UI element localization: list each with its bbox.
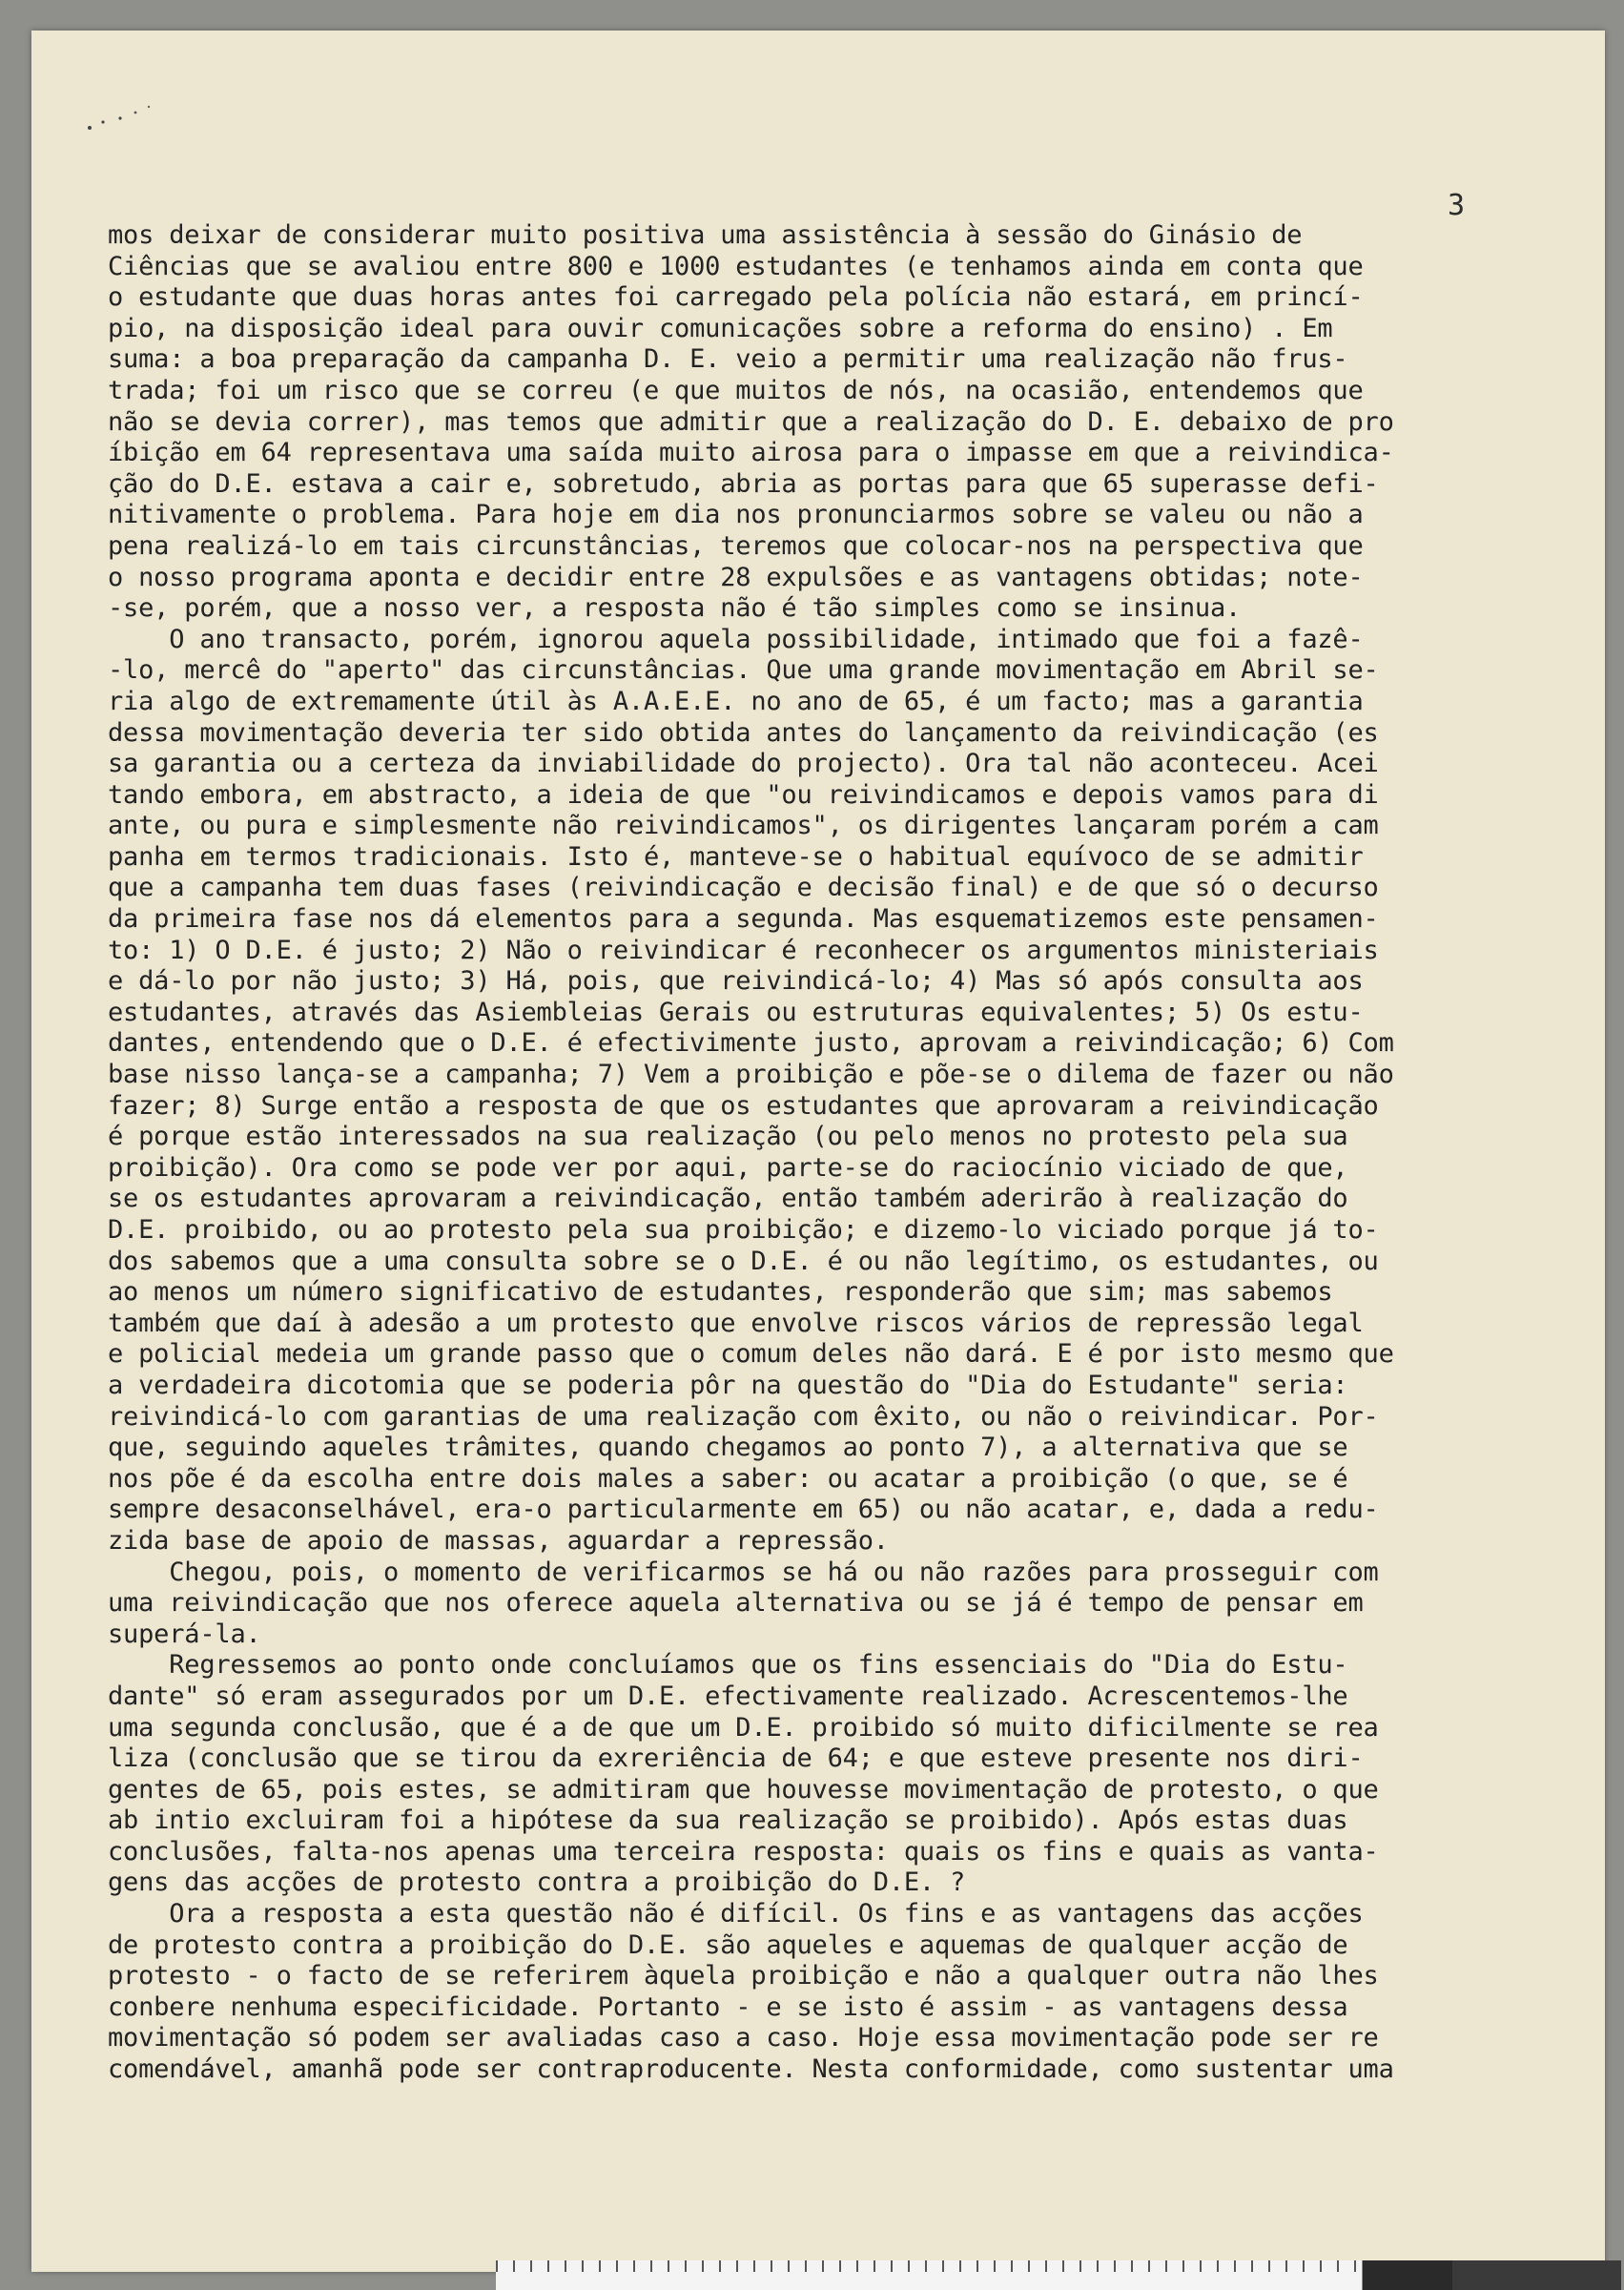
text-line: ria algo de extremamente útil às A.A.E.E. no ano de 65, é um facto; mas a garantia	[108, 686, 1364, 716]
text-line: ante, ou pura e simplesmente não reivindicamos", os dirigentes lançaram porém a cam	[108, 811, 1379, 841]
text-line: é porque estão interessados na sua realização (ou pelo menos no protesto pela sua	[108, 1122, 1348, 1152]
text-line: uma segunda conclusão, que é a de que um D.E. proibido só muito dificilmente se rea	[108, 1712, 1379, 1743]
text-line: pena realizá-lo em tais circunstâncias, teremos que colocar-nos na perspectiva que	[108, 530, 1364, 561]
text-line: reivindicá-lo com garantias de uma realização com êxito, ou não o reivindicar. Por-	[108, 1401, 1379, 1432]
text-line: dantes, entendendo que o D.E. é efectivimente justo, aprovam a reivindicação; 6) Com	[108, 1028, 1394, 1059]
text-line: mos deixar de considerar muito positiva uma assistência à sessão do Ginásio de	[108, 220, 1303, 250]
text-line: base nisso lança-se a campanha; 7) Vem a proibição e põe-se o dilema de fazer ou não	[108, 1060, 1394, 1090]
text-line: superá-la.	[108, 1619, 261, 1649]
text-line: a verdadeira dicotomia que se poderia pôr na questão do "Dia do Estudante" seria:	[108, 1370, 1348, 1400]
text-line: proibição). Ora como se pode ver por aqui, parte-se do raciocínio viciado de que,	[108, 1152, 1348, 1183]
text-line: pio, na disposição ideal para ouvir comunicações sobre a reforma do ensino) . Em	[108, 313, 1333, 343]
text-line: conclusões, falta-nos apenas uma terceira resposta: quais os fins e quais as vanta-	[108, 1836, 1379, 1867]
text-line: dessa movimentação deveria ter sido obtida antes do lançamento da reivindicação (es	[108, 717, 1379, 748]
scale-ruler	[496, 2260, 1621, 2290]
text-line: liza (conclusão que se tirou da exreriência de 64; e que esteve presente nos diri-	[108, 1743, 1364, 1774]
text-line: -lo, mercê do "aperto" das circunstâncias. Que uma grande movimentação em Abril se-	[108, 655, 1379, 686]
text-line: da primeira fase nos dá elementos para a segunda. Mas esquematizemos este pensamen-	[108, 904, 1379, 935]
body-text	[108, 220, 1543, 2086]
text-line: protesto - o facto de se referirem àquela proibição e não a qualquer outra não lhes	[108, 1961, 1379, 1991]
text-line: dante" só eram assegurados por um D.E. efectivamente realizado. Acrescentemos-lhe	[108, 1681, 1348, 1711]
text-line: nitivamente o problema. Para hoje em dia nos pronunciarmos sobre se valeu ou não a	[108, 500, 1364, 530]
text-line: D.E. proibido, ou ao protesto pela sua proibição; e dizemo-lo viciado porque já to-	[108, 1215, 1379, 1245]
text-line: tando embora, em abstracto, a ideia de que "ou reivindicamos e depois vamos para di	[108, 779, 1379, 810]
page-number: 3	[1448, 189, 1466, 222]
text-line: que a campanha tem duas fases (reivindicação e decisão final) e de que só o decurso	[108, 873, 1379, 903]
text-line: o nosso programa aponta e decidir entre 28 expulsões e as vantagens obtidas; note-	[108, 562, 1364, 592]
text-line: conbere nenhuma especificidade. Portanto - e se isto é assim - as vantagens dessa	[108, 1991, 1348, 2022]
text-line: trada; foi um risco que se correu (e que muitos de nós, na ocasião, entendemos que	[108, 375, 1364, 405]
text-line: Ciências que se avaliou entre 800 e 1000 estudantes (e tenhamos ainda em conta que	[108, 251, 1364, 281]
text-line: íbição em 64 representava uma saída muito airosa para o impasse em que a reivindica-	[108, 438, 1394, 468]
text-line: Regressemos ao ponto onde concluíamos que os fins essenciais do "Dia do Estu-	[108, 1650, 1348, 1681]
text-line: Ora a resposta a esta questão não é difícil. Os fins e as vantagens das acções	[108, 1899, 1364, 1929]
text-line: ab intio excluiram foi a hipótese da sua realização se proibido). Após estas duas	[108, 1805, 1348, 1836]
text-line: nos põe é da escolha entre dois males a saber: ou acatar a proibição (o que, se é	[108, 1463, 1348, 1494]
text-line: sempre desaconselhável, era-o particularmente em 65) ou não acatar, e, dada a redu-	[108, 1495, 1379, 1525]
text-line: também que daí à adesão a um protesto que envolve riscos vários de repressão legal	[108, 1308, 1364, 1338]
text-line: suma: a boa preparação da campanha D. E. veio a permitir uma realização não frus-	[108, 344, 1348, 375]
text-line: dos sabemos que a uma consulta sobre se o D.E. é ou não legítimo, os estudantes, ou	[108, 1246, 1379, 1276]
text-line: ao menos um número significativo de estudantes, responderão que sim; mas sabemos	[108, 1277, 1333, 1308]
text-line: que, seguindo aqueles trâmites, quando chegamos ao ponto 7), a alternativa que se	[108, 1433, 1348, 1463]
text-line: to: 1) O D.E. é justo; 2) Não o reivindicar é reconhecer os argumentos ministeriais	[108, 935, 1379, 965]
text-line: se os estudantes aprovaram a reivindicação, então também aderirão à realização do	[108, 1184, 1348, 1214]
text-line: -se, porém, que a nosso ver, a resposta não é tão simples como se insinua.	[108, 593, 1242, 624]
text-line: ção do D.E. estava a cair e, sobretudo, abria as portas para que 65 superasse defi-	[108, 468, 1379, 499]
text-line: estudantes, através das Asiembleias Gerais ou estruturas equivalentes; 5) Os estu-	[108, 997, 1364, 1027]
text-line: de protesto contra a proibição do D.E. são aqueles e aquemas de qualquer acção de	[108, 1929, 1348, 1960]
text-line: panha em termos tradicionais. Isto é, manteve-se o habitual equívoco de se admitir	[108, 841, 1364, 872]
ink-specks	[84, 95, 160, 143]
text-line: não se devia correr), mas temos que admitir que a realização do D. E. debaixo de pro	[108, 406, 1394, 437]
text-line: gens das acções de protesto contra a proibição do D.E. ?	[108, 1867, 966, 1898]
text-line: e policial medeia um grande passo que o comum deles não dará. E é por isto mesmo que	[108, 1339, 1394, 1370]
text-line: e dá-lo por não justo; 3) Há, pois, que reivindicá-lo; 4) Mas só após consulta aos	[108, 966, 1364, 997]
text-line: comendável, amanhã pode ser contraproducente. Nesta conformidade, como sustentar uma	[108, 2054, 1394, 2085]
text-line: sa garantia ou a certeza da inviabilidade do projecto). Ora tal não aconteceu. Acei	[108, 749, 1379, 779]
text-line: fazer; 8) Surge então a resposta de que os estudantes que aprovaram a reivindicação	[108, 1090, 1379, 1121]
text-line: O ano transacto, porém, ignorou aquela possibilidade, intimado que foi a fazê-	[108, 624, 1364, 654]
text-line: Chegou, pois, o momento de verificarmos se há ou não razões para prosseguir com	[108, 1557, 1379, 1587]
text-line: movimentação só podem ser avaliadas caso a caso. Hoje essa movimentação pode ser re	[108, 2023, 1379, 2053]
text-line: gentes de 65, pois estes, se admitiram que houvesse movimentação de protesto, o que	[108, 1774, 1379, 1805]
text-line: zida base de apoio de massas, aguardar a repressão.	[108, 1525, 889, 1556]
text-line: o estudante que duas horas antes foi carregado pela polícia não estará, em princí-	[108, 282, 1364, 313]
text-line: uma reivindicação que nos oferece aquela alternativa ou se já é tempo de pensar em	[108, 1588, 1364, 1619]
typewritten-page	[31, 31, 1605, 2272]
